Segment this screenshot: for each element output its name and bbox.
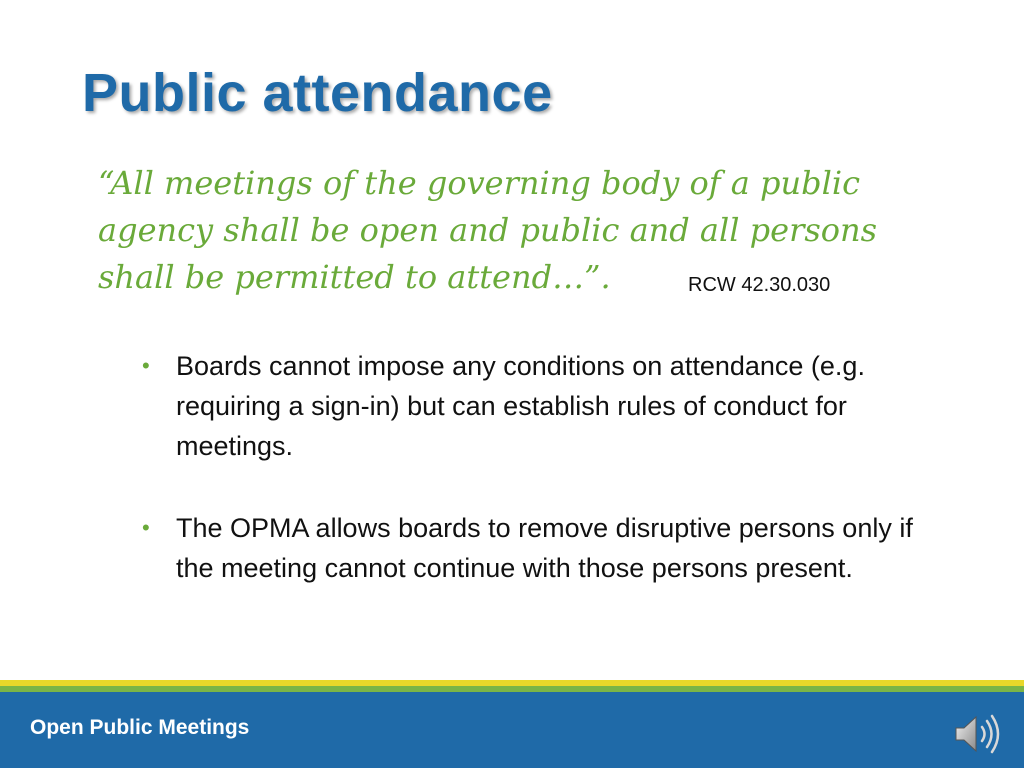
bullet-item	[140, 508, 930, 588]
speaker-icon[interactable]	[952, 712, 1004, 756]
footer	[0, 680, 1024, 768]
bullet-text: The OPMA allows boards to remove disruptive persons only if the meeting cannot continue with those persons present.	[176, 513, 913, 583]
bullet-marker: •	[142, 353, 150, 378]
slide-title: Public attendance	[82, 63, 553, 123]
footer-bar	[0, 692, 1024, 768]
bullet-item	[140, 346, 930, 466]
footer-label: Open Public Meetings	[30, 716, 250, 739]
bullet-list	[140, 346, 930, 630]
statute-citation: RCW 42.30.030	[688, 274, 831, 296]
bullet-text: Boards cannot impose any conditions on attendance (e.g. requiring a sign-in) but can establish rules of conduct for meetings.	[176, 351, 865, 461]
bullet-marker: •	[142, 515, 150, 540]
statute-quote: “All meetings of the governing body of a public agency shall be open and public and all persons shall be permitted to attend…”.	[98, 164, 878, 296]
